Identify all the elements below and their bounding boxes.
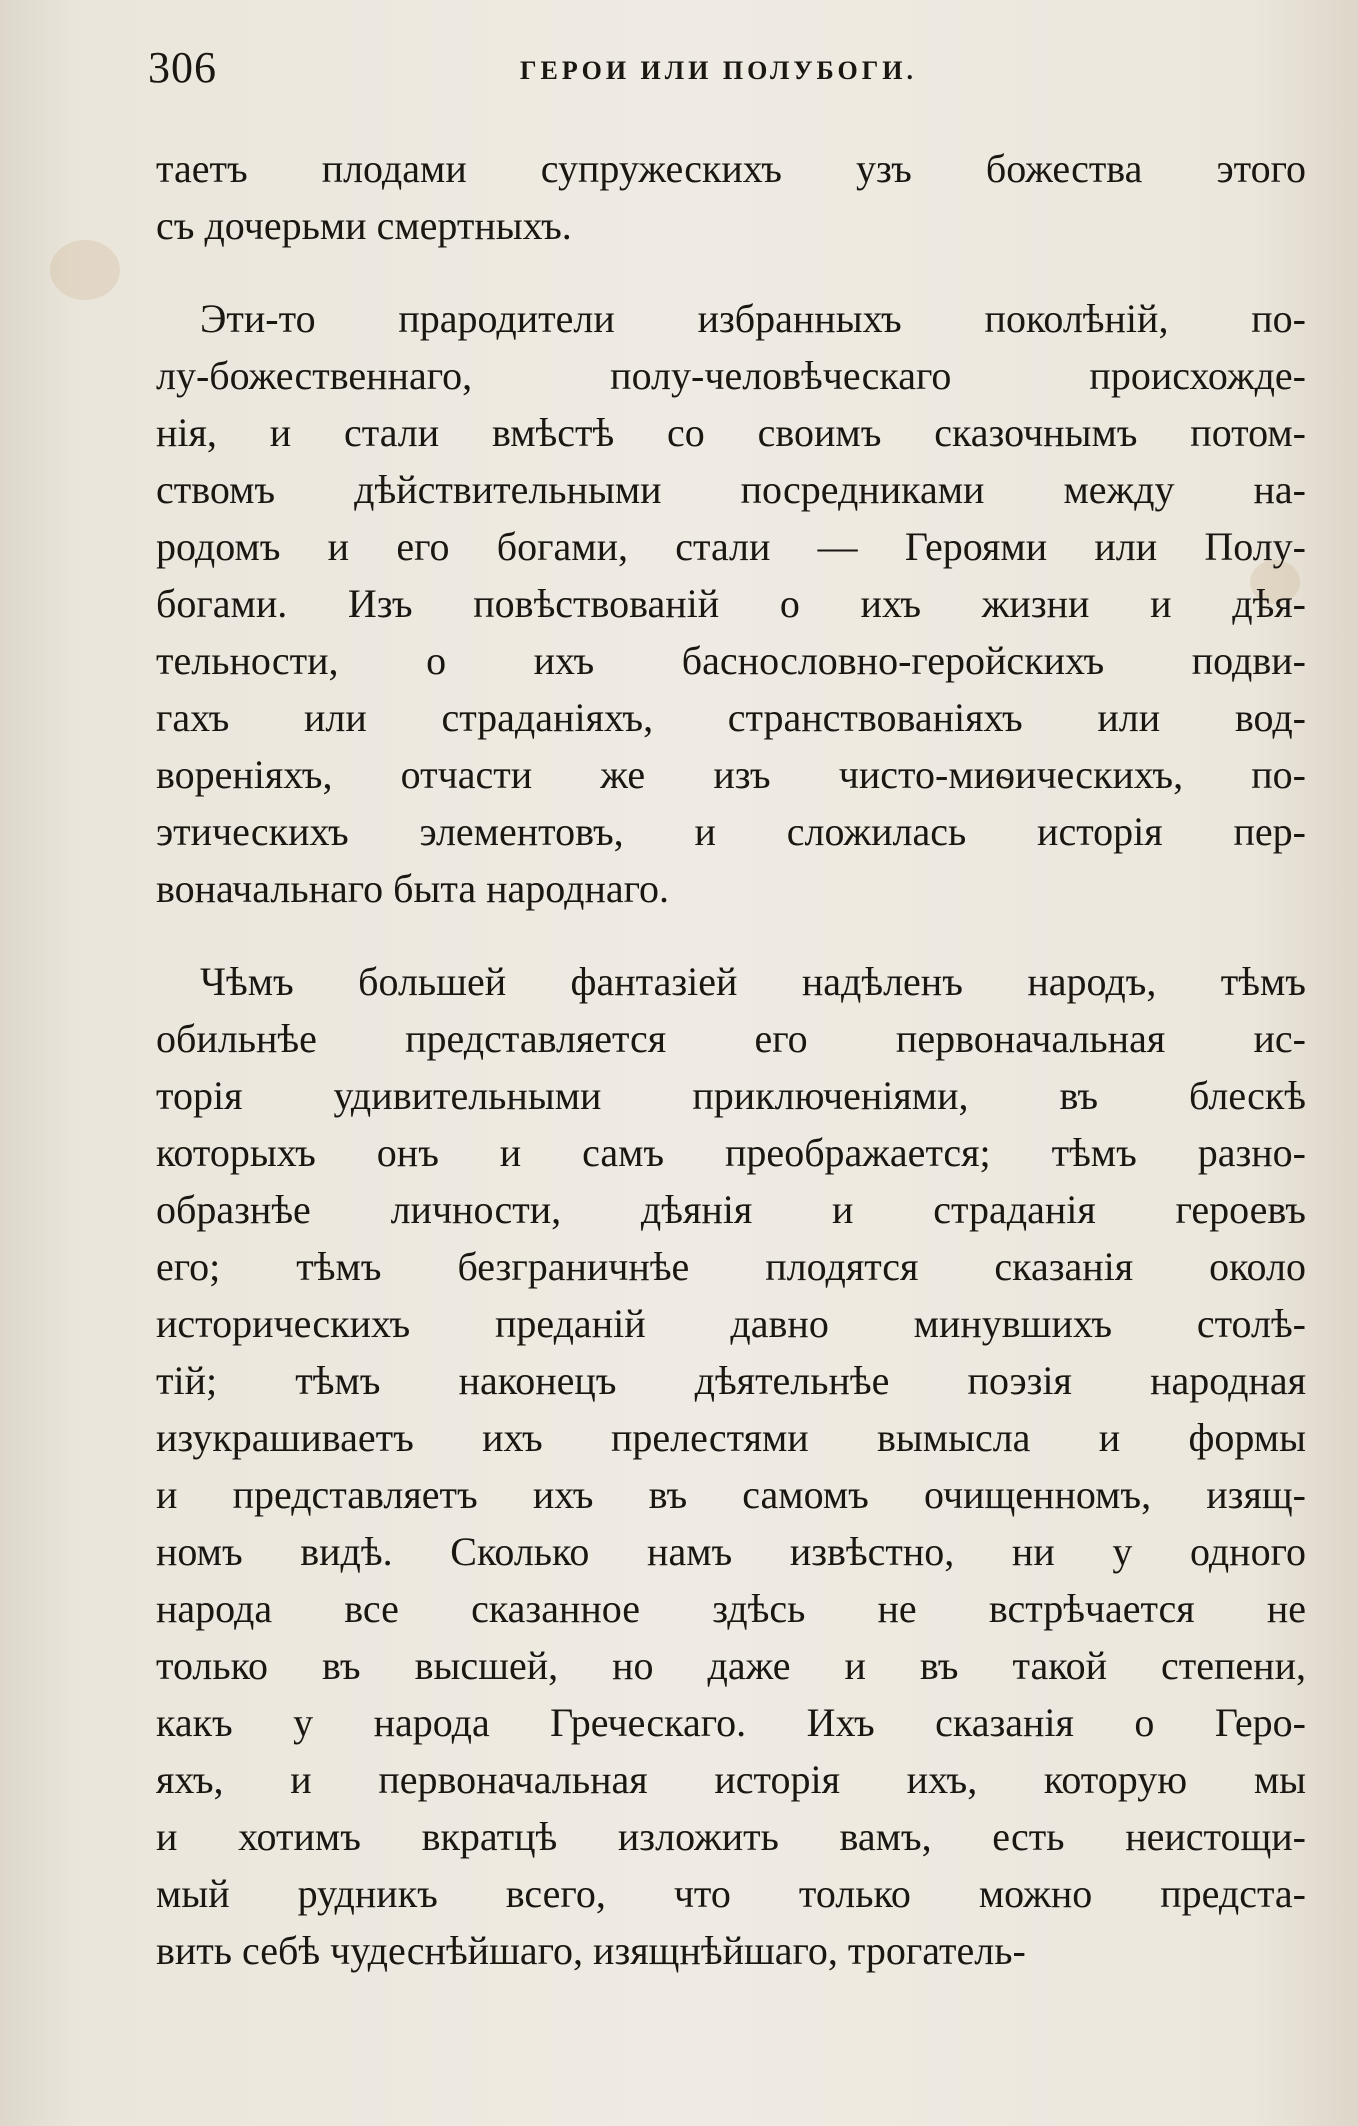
text-line: гахъ или страданіяхъ, странствованіяхъ или вод- xyxy=(156,695,1306,740)
text-line: нія, и стали вмѣстѣ со своимъ сказочнымъ потом- xyxy=(156,410,1306,455)
text-line: народа все сказанное здѣсь не встрѣчается не xyxy=(156,1586,1306,1631)
body-text xyxy=(156,140,1306,1979)
text-line: таетъ плодами супружескихъ узъ божества этого xyxy=(156,146,1306,191)
text-line: ствомъ дѣйствительными посредниками между на- xyxy=(156,467,1306,512)
text-line: этическихъ элементовъ, и сложилась исторія пер- xyxy=(156,809,1306,854)
paper-stain xyxy=(50,240,120,300)
text-line: обильнѣе представляется его первоначальная ис- xyxy=(156,1016,1306,1061)
paragraph xyxy=(156,140,1306,254)
running-title: ГЕРОИ ИЛИ ПОЛУБОГИ. xyxy=(520,56,917,85)
text-line: историческихъ преданій давно минувшихъ столѣ- xyxy=(156,1301,1306,1346)
text-line: его; тѣмъ безграничнѣе плодятся сказанія около xyxy=(156,1244,1306,1289)
page-number: 306 xyxy=(148,43,217,92)
text-line: богами. Изъ повѣствованій о ихъ жизни и дѣя- xyxy=(156,581,1306,626)
text-line: съ дочерьми смертныхъ. xyxy=(156,203,572,248)
text-line: изукрашиваетъ ихъ прелестями вымысла и формы xyxy=(156,1415,1306,1460)
text-line: тельности, о ихъ баснословно-геройскихъ подви- xyxy=(156,638,1306,683)
text-line: какъ у народа Греческаго. Ихъ сказанія о Геро- xyxy=(156,1700,1306,1745)
text-line: мый рудникъ всего, что только можно предста- xyxy=(156,1871,1306,1916)
page-header xyxy=(148,42,1238,102)
paragraph xyxy=(156,290,1306,917)
text-line: и хотимъ вкратцѣ изложить вамъ, есть неистощи- xyxy=(156,1814,1306,1859)
text-line: номъ видѣ. Сколько намъ извѣстно, ни у одного xyxy=(156,1529,1306,1574)
text-line: вить себѣ чудеснѣйшаго, изящнѣйшаго, трогатель- xyxy=(156,1928,1026,1973)
paragraph-gap xyxy=(156,254,1306,290)
text-line: родомъ и его богами, стали — Героями или Полу- xyxy=(156,524,1306,569)
text-line: вореніяхъ, отчасти же изъ чисто-миѳическихъ, по- xyxy=(156,752,1306,797)
text-line: яхъ, и первоначальная исторія ихъ, которую мы xyxy=(156,1757,1306,1802)
paragraph-gap xyxy=(156,917,1306,953)
paragraph xyxy=(156,953,1306,1979)
text-line: Чѣмъ большей фантазіей надѣленъ народъ, тѣмъ xyxy=(200,959,1306,1004)
text-line: воначальнаго быта народнаго. xyxy=(156,866,670,911)
text-line: которыхъ онъ и самъ преображается; тѣмъ разно- xyxy=(156,1130,1306,1175)
text-line: только въ высшей, но даже и въ такой степени, xyxy=(156,1643,1306,1688)
text-line: Эти-то прародители избранныхъ поколѣній, по- xyxy=(200,296,1306,341)
text-line: тій; тѣмъ наконецъ дѣятельнѣе поэзія народная xyxy=(156,1358,1306,1403)
text-line: и представляетъ ихъ въ самомъ очищенномъ, изящ- xyxy=(156,1472,1306,1517)
text-line: образнѣе личности, дѣянія и страданія героевъ xyxy=(156,1187,1306,1232)
text-line: лу-божественнаго, полу-человѣческаго происхожде- xyxy=(156,353,1306,398)
text-line: торія удивительными приключеніями, въ блескѣ xyxy=(156,1073,1306,1118)
